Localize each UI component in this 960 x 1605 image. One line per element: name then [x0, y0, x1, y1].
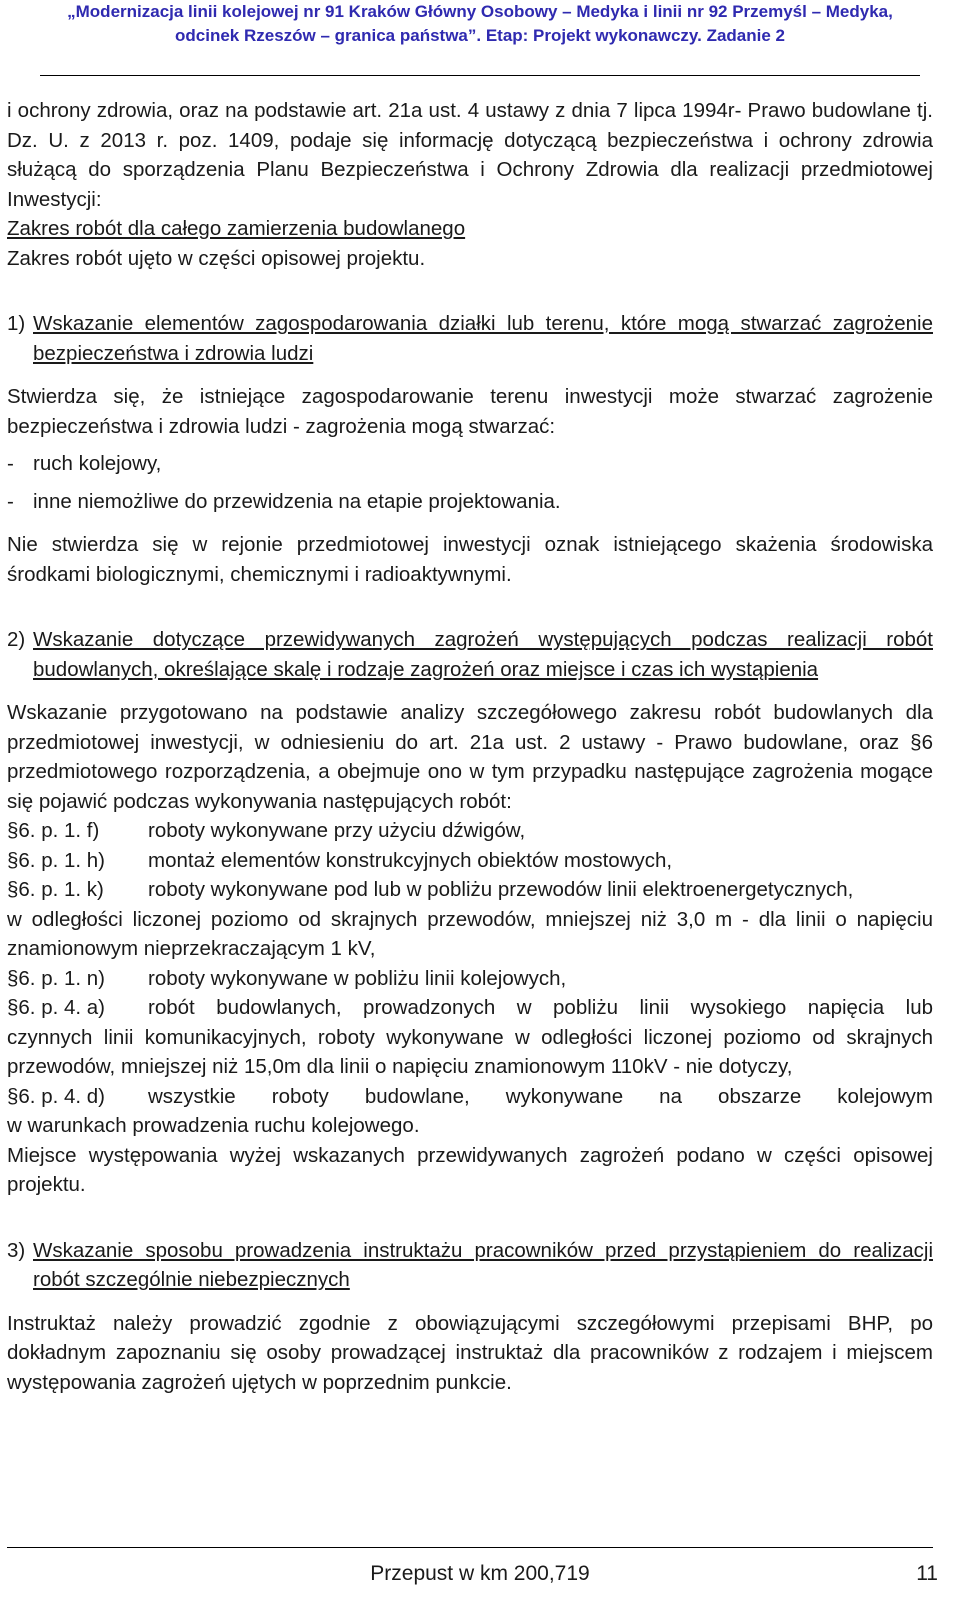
hazard-text: roboty wykonywane w pobliżu linii kolejowych,	[148, 966, 567, 990]
intro-paragraph: i ochrony zdrowia, oraz na podstawie art. 21a ust. 4 ustawy z dnia 7 lipca 1994r- Prawo budowlane tj. Dz. U. z 2013 r. poz. 1409, podaje się informację dotyczącą bezpieczeństwa i ochrony zdrowia służącą do sporządzenia Planu Bezpieczeństwa i Ochrony Zdrowia dla realizacji przedmiotowej Inwestycji:	[7, 99, 933, 211]
section-3-heading	[7, 1236, 933, 1295]
section-2-title: Wskazanie dotyczące przewidywanych zagrożeń występujących podczas realizacji robót budowlanych, określające skalę i rodzaje zagrożeń oraz miejsce i czas ich wystąpienia	[33, 628, 933, 681]
hazard-item	[7, 964, 933, 994]
hazard-item	[7, 1082, 933, 1112]
hazard-code: §6. p. 4. a)	[7, 996, 106, 1019]
hazard-item	[7, 993, 933, 1023]
document-header	[40, 0, 920, 48]
list-item: - inne niemożliwe do przewidzenia na etapie projektowania.	[7, 487, 933, 517]
section-2-paragraph-1: Wskazanie przygotowano na podstawie analizy szczegółowego zakresu robót budowlanych dla przedmiotowej inwestycji, w odniesieniu do art. 21a ust. 2 ustawy - Prawo budowlane, oraz §6 przedmiotowego rozporządzenia, a obejmuje ono w tym przypadku następujące zagrożenia mogące się pojawić podczas wykonywania następujących robót:	[7, 701, 933, 813]
section-3-paragraph-1: Instruktaż należy prowadzić zgodnie z obowiązującymi szczegółowymi przepisami BHP, po dokładnym zapoznaniu się osoby prowadzącej instruktaż dla pracowników z rodzajem i miejscem występowania zagrożeń ujętych w poprzednim punkcie.	[7, 1311, 933, 1394]
footer-title: Przepust w km 200,719	[370, 1562, 590, 1585]
hazard-code: §6. p. 1. n)	[7, 966, 106, 990]
hazard-text: wszystkie roboty budowlane, wykonywane na obszarze kolejowym	[148, 1084, 933, 1108]
header-line-2: odcinek Rzeszów – granica państwa”. Etap: Projekt wykonawczy. Zadanie 2	[175, 26, 785, 45]
section-2-heading	[7, 625, 933, 684]
hazard-continuation: w odległości liczonej poziomo od skrajnych przewodów, mniejszej niż 3,0 m - dla linii o napięciu znamionowym nieprzekraczającym 1 kV,	[7, 907, 933, 960]
hazard-text: montaż elementów konstrukcyjnych obiektów mostowych,	[148, 848, 673, 872]
section-2-number: 2)	[7, 628, 26, 651]
hazard-item	[7, 816, 933, 846]
hazard-text: roboty wykonywane pod lub w pobliżu przewodów linii elektroenergetycznych,	[148, 878, 854, 901]
hazard-text: roboty wykonywane przy użyciu dźwigów,	[148, 819, 526, 842]
scope-text: Zakres robót ujęto w części opisowej projektu.	[7, 246, 426, 270]
section-3-number: 3)	[7, 1238, 26, 1262]
page-number: 11	[916, 1562, 938, 1585]
hazard-code: §6. p. 1. h)	[7, 848, 106, 872]
section-1-paragraph-1: Stwierdza się, że istniejące zagospodarowanie terenu inwestycji może stwarzać zagrożenie bezpieczeństwa i zdrowia ludzi - zagrożenia mogą stwarzać:	[7, 385, 933, 438]
hazard-continuation: w warunkach prowadzenia ruchu kolejowego.	[7, 1114, 420, 1137]
hazard-item	[7, 846, 933, 876]
hazard-continuation: czynnych linii komunikacyjnych, roboty wykonywane w odległości liczonej poziomo od skrajnych przewodów, mniejszej niż 15,0m dla linii o napięciu znamionowym 110kV - nie dotyczy,	[7, 1025, 933, 1078]
header-line-1: „Modernizacja linii kolejowej nr 91 Kraków Główny Osobowy – Medyka i linii nr 92 Przemyśl – Medyka,	[67, 2, 893, 21]
section-3-title: Wskazanie sposobu prowadzenia instruktażu pracowników przed przystąpieniem do realizacji robót szczególnie niebezpiecznych	[33, 1238, 933, 1291]
section-1-heading	[7, 309, 933, 368]
list-item: - ruch kolejowy,	[7, 449, 933, 479]
hazard-code: §6. p. 4. d)	[7, 1084, 106, 1108]
scope-heading: Zakres robót dla całego zamierzenia budowlanego	[7, 217, 466, 240]
hazard-text: robót budowlanych, prowadzonych w pobliżu linii wysokiego napięcia lub	[148, 996, 933, 1019]
section-2-paragraph-2: Miejsce występowania wyżej wskazanych przewidywanych zagrożeń podano w części opisowej projektu.	[7, 1143, 933, 1196]
section-1-title: Wskazanie elementów zagospodarowania działki lub terenu, które mogą stwarzać zagrożenie bezpieczeństwa i zdrowia ludzi	[33, 312, 933, 365]
hazard-code: §6. p. 1. f)	[7, 819, 100, 842]
document-body	[7, 96, 933, 1397]
hazard-code: §6. p. 1. k)	[7, 878, 104, 901]
bullet-text: ruch kolejowy,	[33, 452, 162, 475]
footer-divider	[7, 1547, 933, 1548]
section-1-paragraph-2: Nie stwierdza się w rejonie przedmiotowej inwestycji oznak istniejącego skażenia środowiska środkami biologicznymi, chemicznymi i radioaktywnymi.	[7, 533, 933, 586]
hazard-item	[7, 875, 933, 905]
section-1-number: 1)	[7, 312, 26, 335]
header-divider	[40, 75, 920, 76]
bullet-text: inne niemożliwe do przewidzenia na etapie projektowania.	[33, 489, 561, 513]
